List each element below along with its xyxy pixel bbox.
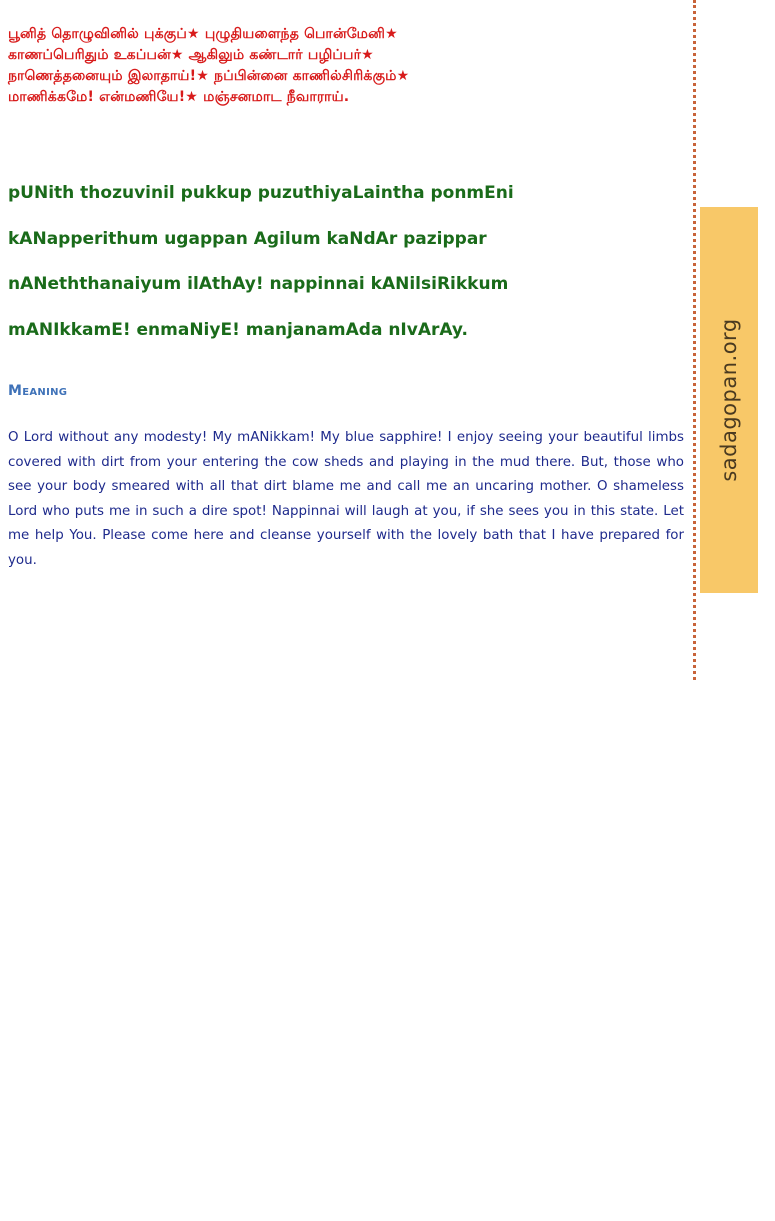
transliteration-verse: [8, 178, 668, 360]
side-tab-label: sadagopan.org: [717, 318, 741, 482]
tamil-verse-line: பூனித் தொழுவினில் புக்குப்★ புழுதியளைந்த பொன்மேனி★: [8, 26, 398, 42]
tamil-verse-line: மாணிக்கமே! என்மணியே!★ மஞ்சனமாட நீவாராய்.: [8, 89, 350, 105]
side-tab: [700, 207, 758, 593]
tamil-verse-line: நாணெத்தனையும் இலாதாய்!★ நப்பின்னை காணில்சிரிக்கும்★: [8, 68, 410, 84]
tamil-verse-line: காணப்பெரிதும் உகப்பன்★ ஆகிலும் கண்டார் பழிப்பர்★: [8, 47, 374, 63]
transliteration-line: pUNith thozuvinil pukkup puzuthiyaLaintha ponmEni: [8, 183, 514, 203]
meaning-heading: Meaning: [8, 383, 68, 399]
transliteration-line: mANIkkamE! enmaNiyE! manjanamAda nIvArAy.: [8, 319, 468, 340]
transliteration-line: kANapperithum ugappan Agilum kaNdAr pazippar: [8, 228, 487, 249]
page-divider: [693, 0, 696, 680]
meaning-paragraph: O Lord without any modesty! My mANikkam! My blue sapphire! I enjoy seeing your beautiful limbs covered with dirt from your entering the cow sheds and playing in the mud there. But, those who see your body smeared with all that dirt blame me and call me an uncaring mother. O shameless Lord who puts me in such a dire spot! Nappinnai will laugh at you, if she sees you in this state. Let me help You. Please come here and cleanse yourself with the lovely bath that I have prepared for you.: [8, 430, 684, 568]
transliteration-line: nANeththanaiyum ilAthAy! nappinnai kANilsiRikkum: [8, 274, 509, 294]
tamil-verse: [8, 24, 668, 108]
